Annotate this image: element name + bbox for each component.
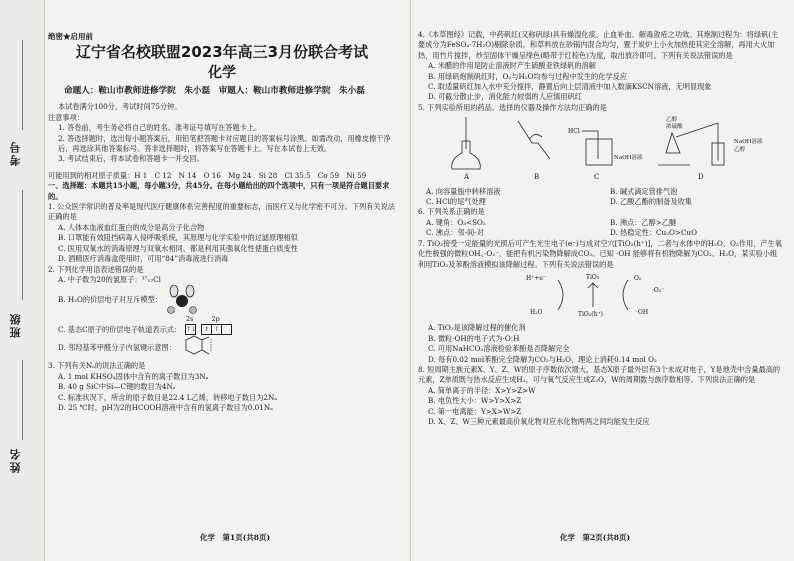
- orbital-2p: [199, 314, 232, 335]
- q5-figure-d-text-4: 乙醇: [734, 147, 746, 154]
- secret-mark: 绝密★启用前: [48, 32, 93, 41]
- q3-option-b: B. 40 g SiC中Si—C键的数目为4Nₐ: [58, 382, 176, 392]
- q5-figure-b: [518, 121, 550, 181]
- q3-option-c: C. 标准状况下，所含的原子数目是22.4 L乙烯，转移电子数目为2Nₐ: [58, 392, 278, 402]
- q5-figure-a-label: A: [464, 173, 470, 182]
- orbital-2p-box-2: ↑: [212, 325, 222, 334]
- q4-option-c: C. 取适量矾红加入水中充分搅拌，静置后向上层清液中加入数滴KSCN溶液，无明显现象: [428, 82, 712, 92]
- q2-stem: 2. 下列化学用语表述错误的是: [48, 264, 144, 274]
- q7-fig-text-1: H⁺+e⁻: [526, 274, 547, 282]
- section-one-heading: 一、选择题：本题共15小题，每小题3分，共45分。在每小题给出的四个选项中，只有一项是符合题目要求的。: [48, 181, 390, 201]
- orbital-2p-box-1: ↑: [202, 325, 212, 334]
- name-label: 姓名: [9, 447, 22, 473]
- name-line: [22, 360, 23, 440]
- page-fold: [410, 0, 411, 561]
- q5-figure-d-label: D: [698, 173, 704, 182]
- q5-options: [418, 187, 784, 208]
- score-line: 本试卷满分100分，考试时间75分钟。: [58, 102, 182, 112]
- q2-option-a: A. 中子数为20的氯原子：³⁷₁₇Cl: [58, 274, 161, 284]
- q5-apparatus-figure: [418, 113, 784, 183]
- q8-stem: 8. 短周期主族元素X、Y、Z、W的原子序数依次增大，基态X原子最外层有3个未成对电子，Y是地壳中含量最高的元素，Z单质既与热水反应生成H₂，可与氧气反应生成Z₂O，W的周期数与族序数相等。下列说法正确的是: [418, 364, 781, 385]
- orbital-2p-label: 2p: [211, 314, 220, 323]
- q5-option-b: B. 碱式滴定管排气泡: [610, 186, 678, 196]
- class-label: 班级: [9, 312, 22, 338]
- q5-figure-d: [658, 115, 763, 181]
- q5-figure-c-solution: NaOH溶液: [614, 155, 643, 162]
- q1-option-d: D. 酒精医疗消毒盒使用时，可用“84”消毒液进行消毒: [58, 254, 229, 264]
- atomic-masses: 可能用到的相对原子质量：H 1 C 12 N 14 O 16 Mg 24 Si 28 Cl 35.5 Co 59 Ni 59: [48, 170, 367, 180]
- notice-2: 2. 答选择题时，选出每小题答案后，用铅笔把答题卡对应题目的答案标号涂黑。如需改动，用橡皮擦干净后，再选涂其他答案标号。答非选择题时，将答案写在答题卡上。写在本试卷上无效。: [58, 133, 391, 154]
- q2-option-c: C. 基态C原子的价层电子轨道表示式：: [58, 324, 182, 334]
- page-2-footer: 化学 第2页(共8页): [560, 533, 631, 542]
- q8-option-d: D. X、Z、W三种元素最高价氧化物对应水化物两两之间均能发生反应: [428, 416, 650, 426]
- q2-option-d-row: [48, 335, 396, 361]
- q7-photocatalysis-figure: [418, 270, 784, 320]
- q3-option-a: A. 1 mol KHSO₄固体中含有的离子数目为3Nₐ: [58, 371, 209, 381]
- q5-figure-d-text-2: 浓硫酸: [666, 124, 683, 131]
- q1-option-a: A. 人体本血液血红蛋白的成分是高分子化合物: [58, 222, 205, 232]
- exam-number-label: 考号: [9, 140, 22, 166]
- q5-figure-c-gas: HCl: [568, 128, 580, 136]
- q8-option-c: C. 第一电离能：Y>X>W>Z: [428, 406, 522, 416]
- q1-option-c: C. 医用双氧水的消毒原理与双氧水相同，都是利用其强氧化性使蛋白质变性: [58, 243, 298, 253]
- subject-title: 化学: [208, 65, 236, 82]
- binding-spine: [0, 0, 45, 561]
- notice-3: 3. 考试结束后，将本试卷和答题卡一并交回。: [58, 154, 204, 164]
- q7-option-c: C. 可用NaHCO₃溶液检验苯酚是否降解完全: [428, 344, 570, 354]
- q5-figure-b-label: B: [534, 173, 540, 182]
- class-line: [22, 190, 23, 300]
- exam-number-line: [22, 40, 23, 130]
- q6-option-c: C. 沸点：邻-间-对: [426, 228, 484, 238]
- q7-fig-text-3: O₂: [634, 274, 642, 282]
- q6-option-b: B. 沸点：乙醇>乙醚: [610, 217, 677, 227]
- q7-option-a: A. TiO₂是该降解过程的催化剂: [428, 323, 526, 333]
- exam-title: 辽宁省名校联盟2023年高三3月份联合考试: [75, 43, 369, 62]
- q5-figure-d-text-3: NaOH溶液: [734, 139, 763, 146]
- q7-fig-text-7: ·OH: [636, 308, 649, 316]
- notice-head: 注意事项：: [48, 112, 84, 122]
- hydrogen-bond-figure: [176, 335, 222, 361]
- q8-option-b: B. 电负性大小：W>Y>X>Z: [428, 396, 522, 406]
- q3-stem: 3. 下列有关Nₐ的说法正确的是: [48, 361, 146, 371]
- page-1-footer: 化学 第1页(共8页): [200, 533, 271, 542]
- q7-fig-text-6: TiO₂(h⁺): [578, 310, 603, 318]
- orbital-2s: [183, 314, 196, 335]
- q5-figure-d-text-1: 乙醇: [666, 117, 678, 124]
- q6-option-d: D. 热稳定性：Cu₂O>CuO: [610, 228, 697, 238]
- q1-option-b: B. 口罩能有效阻挡病毒入侵呼吸系统，其原理与化学实验中的过滤原理相似: [58, 233, 298, 243]
- q7-fig-text-5: H₂O: [530, 308, 543, 316]
- authors-line: 命题人：鞍山市教师进修学院 朱小磊 审题人：鞍山市教师进修学院 朱小磊: [64, 86, 365, 97]
- q3-option-d: D. 25 ℃时，pH为2的HCOOH溶液中含有的氢离子数目为0.01Nₐ: [58, 402, 273, 412]
- q2-option-b: B. H₂O的价层电子对互斥模型：: [58, 295, 162, 305]
- q6-option-a: A. 键角：O₃<SO₂: [426, 217, 486, 227]
- q1-stem: 1. 公众医学常识的普及率是现代医疗健康体系完善程度的重要标志，而医疗又与化学密不可分。下列有关说法正确的是: [48, 202, 395, 222]
- q7-fig-text-2: TiO₂: [586, 273, 600, 281]
- q4-stem: 4.《本草图经》记载，中药矾红(又称矾绿)具有燥湿化痰、止血补血、解毒敛疮之功效。其炮制过程为：将绿矾(主要成分为FeSO₄·7H₂O)剔除杂质，和草料放在砂锅内混合均匀，置于炭炉上小火加热使其完全溶解，再用大火加热，用竹片搅拌，炒至固体干燥呈绛色(略带于红棕色)为度，取出放冷即可。下列有关说法错误的是: [418, 30, 779, 60]
- q2-option-d: D. 邻羟基苯甲醛分子内氢键示意图：: [58, 343, 176, 353]
- q4-option-d: D. 可截分散止步，消化能力较弱的人应慎用矾红: [428, 92, 582, 102]
- orbital-2p-box-3: [222, 325, 231, 334]
- page-2: [418, 30, 784, 427]
- page-1: [48, 0, 396, 413]
- q5-figure-c-label: C: [594, 173, 600, 182]
- q7-option-b: B. 微粒·OH的电子式为·O:H: [428, 333, 520, 343]
- q7-fig-text-4: ·O₂⁻: [652, 286, 665, 294]
- q4-option-b: B. 用绿矾炮制矾红时，O₂与H₂O均参与过程中发生的化学反应: [428, 71, 627, 81]
- q5-stem: 5. 下列实验所用的药品、选择的仪器及操作方法均正确的是: [418, 102, 607, 112]
- orbital-2s-label: 2s: [185, 314, 194, 323]
- q2-option-c-row: [48, 315, 396, 335]
- q2-option-b-row: [48, 285, 396, 315]
- orbital-2s-box: ↑↓: [186, 326, 197, 334]
- q5-figure-c: [568, 128, 643, 181]
- q6-options: [418, 218, 784, 239]
- q7-option-d: D. 每有0.02 mol苯酚完全降解为CO₂与H₂O，理论上消耗0.14 mol O₂: [428, 354, 657, 364]
- q7-stem: 7. TiO₂接受一定能量的光照后可产生光生电子(e⁻)与成对空穴[TiO₂(h⁺)]，二者与水体中的H₂O、O₂作用，产生氧化性极强的微粒OH、·O₂⁻，能把有机污染物降解成CO₂。已知 ·OH 能够将有机物降解为CO₂、H₂O，某实验小组利用TiO₂及苯酚溶液模拟该降解过程。下列有关说法错误的是: [418, 238, 782, 269]
- q4-option-a: A. 米醋的作用是防止溶液时产生硫酸亚铁绿矾的溶解: [428, 61, 596, 71]
- vsepr-model-figure: [162, 285, 202, 315]
- q6-stem: 6. 下列关系正确的是: [418, 207, 485, 217]
- q8-option-a: A. 简单离子的半径：X>Y>Z>W: [428, 385, 536, 395]
- notice-1: 1. 答卷前，考生务必将自己的姓名、准考证号填写在答题卡上。: [58, 123, 262, 133]
- q5-option-c: C. HCl的尾气处理: [426, 197, 486, 207]
- q5-option-d: D. 乙酸乙酯的制备及收集: [610, 197, 692, 207]
- q5-figure-a: [452, 117, 481, 181]
- q5-option-a: A. 向容量瓶中转移溶液: [426, 186, 501, 196]
